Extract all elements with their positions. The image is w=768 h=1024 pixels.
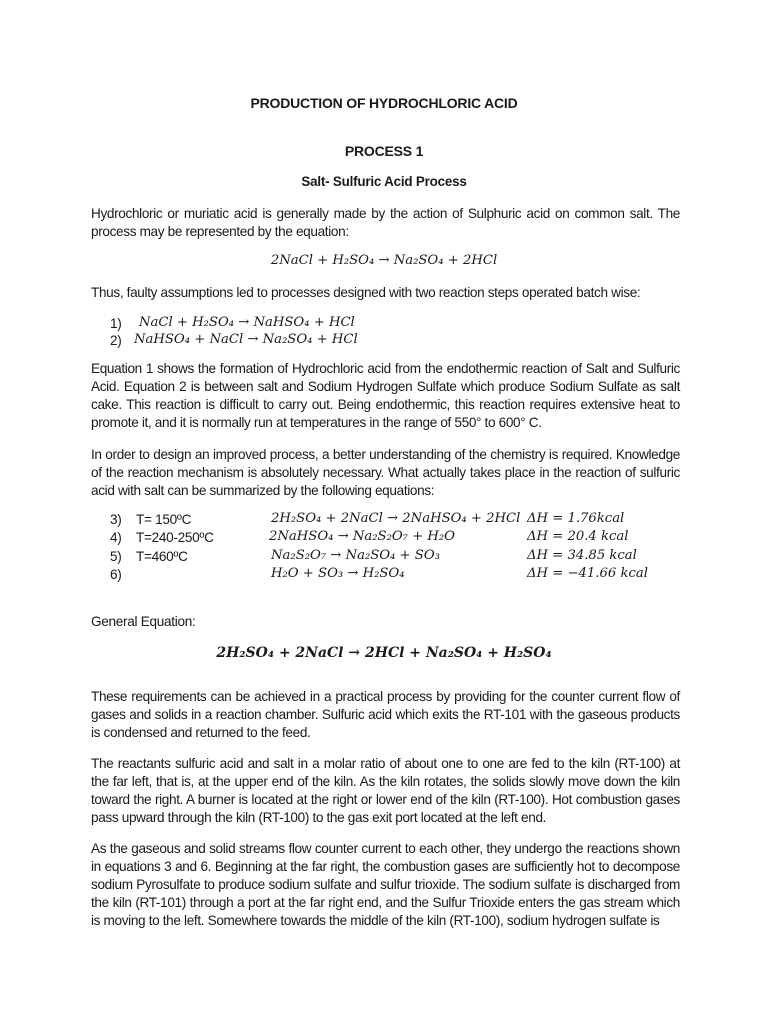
main-equation: 2NaCl + H₂SO₄ → Na₂SO₄ + 2HCl (270, 253, 498, 268)
step-number: 1) (110, 316, 122, 331)
faulty-assumptions-paragraph: Thus, faulty assumptions led to processes designed with two reaction steps operated batch wise: (91, 285, 641, 300)
general-equation: 2H₂SO₄ + 2NaCl → 2HCl + Na₂SO₄ + H₂SO₄ (216, 645, 552, 661)
process-heading: PROCESS 1 (344, 143, 424, 159)
reaction-number: 3) (110, 512, 122, 527)
reaction-number: 4) (110, 530, 122, 545)
process-subheading: Salt- Sulfuric Acid Process (301, 174, 467, 189)
counter-current-streams-paragraph: As the gaseous and solid streams flow counter current to each other, they undergo the reactions shown in equations 3 and 6. Beginning at the far right, the combustion gases are sufficiently hot to decompose sodium Pyrosulfate to produce sodium sulfate and sulfur trioxide. The sodium sulfate is discharged from the kiln (RT-101) through a port at the far right end, and the Sulfur Trioxide enters the gas stream which is moving to the left. Somewhere towards the middle of the kiln (RT-100), sodium hydrogen sulfate is (91, 841, 680, 928)
intro-paragraph: Hydrochloric or muriatic acid is generally made by the action of Sulphuric acid on common salt. The process may be represented by the equation: (91, 206, 680, 239)
reaction-temperature: T= 150ºC (136, 512, 192, 527)
reaction-equation: 2NaHSO₄ → Na₂S₂O₇ + H₂O (269, 529, 455, 544)
reactants-paragraph: The reactants sulfuric acid and salt in a molar ratio of about one to one are fed to the kiln (RT-100) at the far left, that is, at the upper end of the kiln. As the kiln rotates, the solids slowly move down the kiln toward the right. A burner is located at the right or lower end of the kiln (RT-100). Hot combustion gases pass upward through the kiln (RT-100) to the gas exit port located at the left end. (91, 756, 680, 825)
reaction-temperature: T=460ºC (136, 549, 188, 564)
reaction-number: 6) (110, 567, 122, 582)
step-equation: NaHSO₄ + NaCl → Na₂SO₄ + HCl (134, 332, 358, 347)
document-title: PRODUCTION OF HYDROCHLORIC ACID (250, 95, 518, 111)
reaction-enthalpy: ΔH = 1.76kcal (527, 511, 625, 526)
general-equation-label: General Equation: (91, 614, 196, 629)
reaction-equation: H₂O + SO₃ → H₂SO₄ (271, 566, 405, 581)
step-equation: NaCl + H₂SO₄ → NaHSO₄ + HCl (139, 315, 355, 330)
reaction-temperature: T=240-250ºC (136, 530, 214, 545)
equation-explanation-paragraph: Equation 1 shows the formation of Hydrochloric acid from the endothermic reaction of Salt and Sulfuric Acid. Equation 2 is between salt and Sodium Hydrogen Sulfate which produce Sodium Sulfate as salt cake. This reaction is difficult to carry out. Being endothermic, this reaction requires extensive heat to promote it, and it is normally run at temperatures in the range of 550° to 600° C. (91, 361, 680, 430)
requirements-paragraph: These requirements can be achieved in a practical process by providing for the counter current flow of gases and solids in a reaction chamber. Sulfuric acid which exits the RT-101 with the gaseous products is condensed and returned to the feed. (91, 689, 680, 740)
reaction-number: 5) (110, 549, 122, 564)
reaction-enthalpy: ΔH = 20.4 kcal (527, 529, 629, 544)
improved-process-paragraph: In order to design an improved process, a better understanding of the chemistry is required. Knowledge of the reaction mechanism is absolutely necessary. What actually takes place in the reaction of sulfuric acid with salt can be summarized by the following equations: (91, 447, 680, 498)
step-number: 2) (110, 333, 122, 348)
reaction-equation: Na₂S₂O₇ → Na₂SO₄ + SO₃ (271, 548, 440, 563)
reaction-equation: 2H₂SO₄ + 2NaCl → 2NaHSO₄ + 2HCl (271, 511, 521, 526)
reaction-enthalpy: ΔH = −41.66 kcal (527, 566, 648, 581)
reaction-enthalpy: ΔH = 34.85 kcal (527, 548, 637, 563)
